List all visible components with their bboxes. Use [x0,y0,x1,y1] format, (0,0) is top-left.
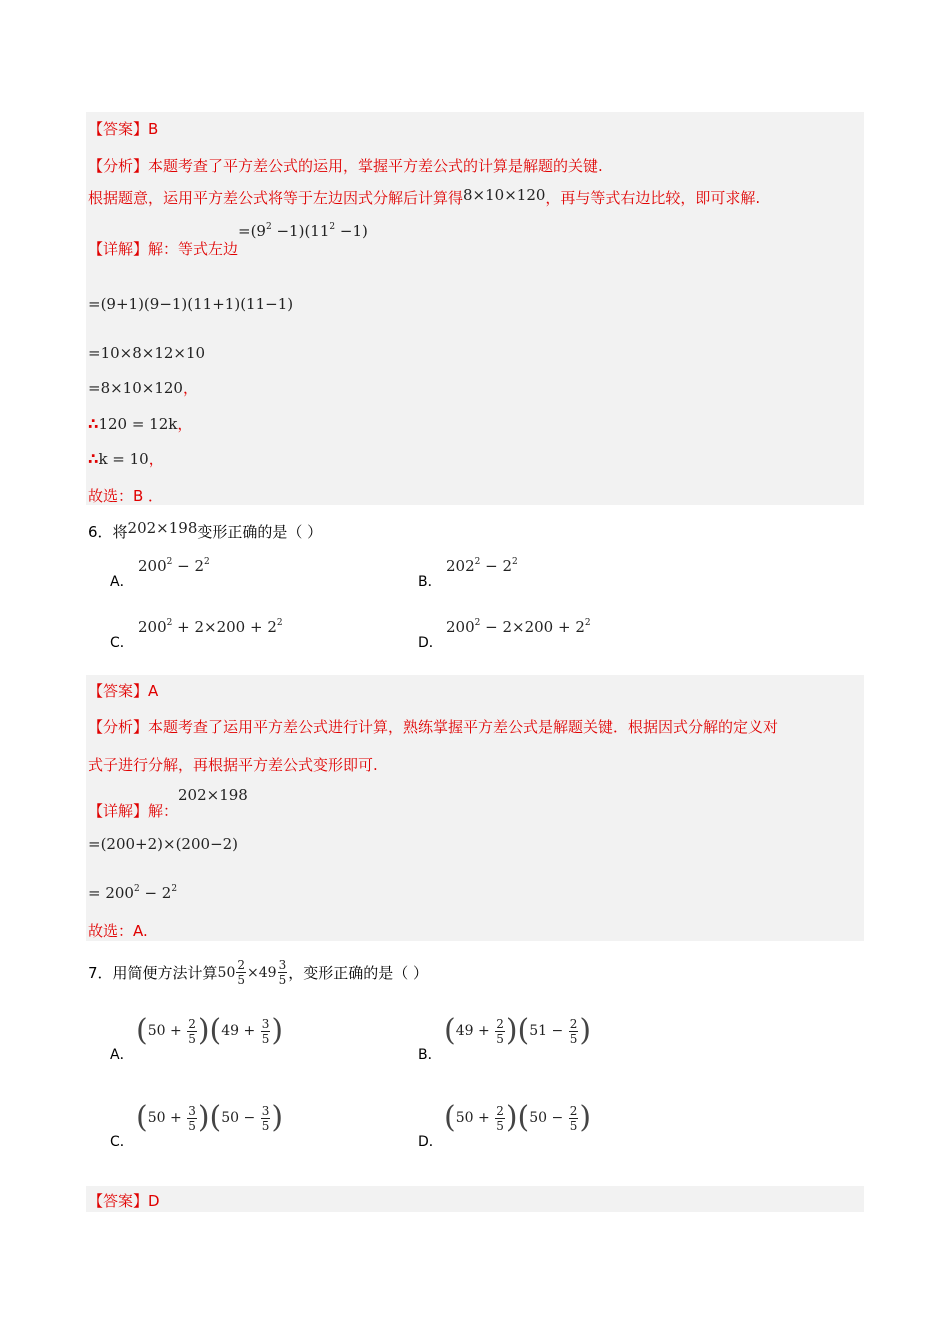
analysis-5: 【分析】本题考查了平方差公式的运用，掌握平方差公式的计算是解题的关键. [88,157,603,175]
choose-5: 故选：B ． [88,487,164,505]
q7-option-d[interactable]: ( 50 + $\frac{2}{5}$ ) ( 50 − $\frac{2}{5}$ ) [444,1100,592,1135]
question-7-stem: 7．用简便方法计算 50 $\frac{2}{5}$ × 49 $\frac{3}{5}$ ，变形正确的是（ ） [88,958,428,987]
q6-option-c[interactable]: $200^2 + 2\times 200 + 2^2$ [138,618,283,636]
analysis-6-line2: 式子进行分解，再根据平方差公式变形即可. [88,756,378,774]
step-5-3: =10×8×12×10 [88,344,206,362]
answer-6: 【答案】A [88,682,159,700]
q6-option-c-label[interactable]: C． [110,635,134,651]
q6-option-a-label[interactable]: A． [110,574,134,590]
q7-option-c-label[interactable]: C． [110,1134,134,1150]
step-6-2: = $200^2 - 2^2$ [88,884,178,902]
step-5-6: ∴k = 10， [88,450,164,468]
q7-option-a[interactable]: ( 50 + $\frac{2}{5}$ ) ( 49 + $\frac{3}{5}$ ) [136,1013,284,1048]
detail-6: 【详解】解：202×198 [88,786,248,820]
answer-5: 【答案】B [88,120,159,138]
q6-option-b[interactable]: $202^2 - 2^2$ [446,557,518,575]
solution-box-7 [86,1186,864,1212]
step-5-2: =(9+1)(9−1)(11+1)(11−1) [88,295,294,313]
q6-option-d-label[interactable]: D． [418,635,443,651]
choose-6: 故选：A. [88,922,148,940]
q7-option-b[interactable]: ( 49 + $\frac{2}{5}$ ) ( 51 − $\frac{2}{5}$ ) [444,1013,592,1048]
analysis-6-line1: 【分析】本题考查了运用平方差公式进行计算，熟练掌握平方差公式是解题关键．根据因式分解的定义对 [88,718,779,736]
step-5-5: ∴120 = 12k， [88,415,193,433]
answer-7: 【答案】D [88,1192,160,1210]
q7-option-a-label[interactable]: A． [110,1047,134,1063]
q6-option-d[interactable]: $200^2 - 2\times 200 + 2^2$ [446,618,591,636]
question-6-stem: 6．将202×198变形正确的是（ ） [88,519,323,541]
analysis-5-line2: 根据题意，运用平方差公式将等于左边因式分解后计算得8×10×120，再与等式右边比较，即可求解. [88,186,761,207]
step-6-1: =(200+2)×(200−2) [88,835,239,853]
q7-option-c[interactable]: ( 50 + $\frac{3}{5}$ ) ( 50 − $\frac{3}{5}$ ) [136,1100,284,1135]
q6-option-a[interactable]: $200^2 - 2^2$ [138,557,210,575]
step-5-4: =8×10×120， [88,379,198,397]
q7-option-b-label[interactable]: B． [418,1047,442,1063]
q6-option-b-label[interactable]: B． [418,574,442,590]
q7-option-d-label[interactable]: D． [418,1134,443,1150]
detail-5: 【详解】解：等式左边$=(9^2 -1)(11^2 -1)$ [88,222,368,258]
q7-expression: 50 $\frac{2}{5}$ × 49 $\frac{3}{5}$ [217,958,287,987]
